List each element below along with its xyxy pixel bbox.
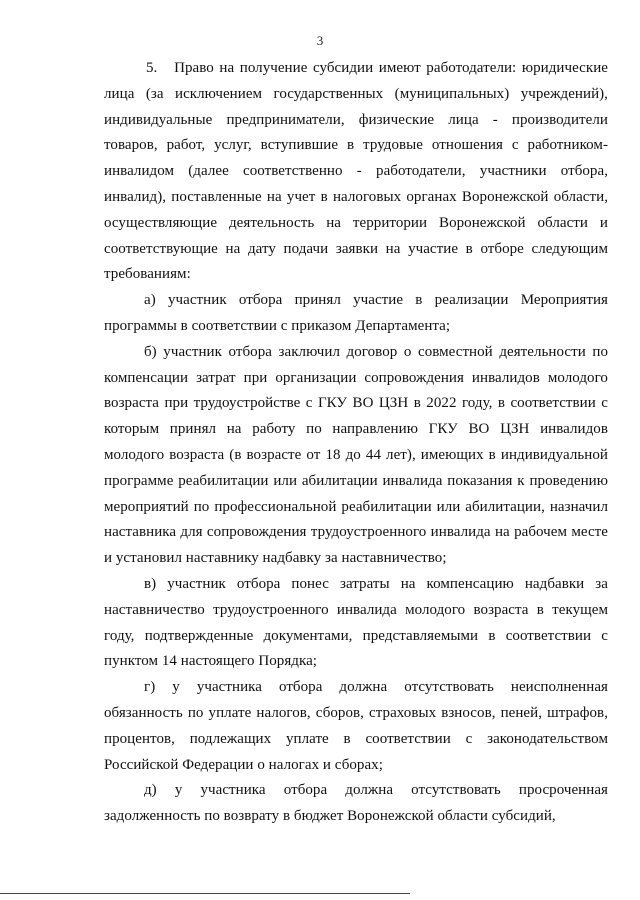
footer-rule	[0, 893, 410, 894]
paragraph-item-a: а) участник отбора принял участие в реализации Мероприятия программы в соответствии с приказом Департамента;	[104, 292, 608, 334]
page-number: 3	[316, 33, 324, 48]
paragraph-5: 5. Право на получение субсидии имеют работодатели: юридические лица (за исключением государственных (муниципальных) учреждений), индивидуальные предприниматели, физические лица - производители товаров, работ, услуг, вступившие в трудовые отношения с работником-инвалидом (далее соответственно - работодатели, участники отбора, инвалид), поставленные на учет в налоговых органах Воронежской области, осуществляющие деятельность на территории Воронежской области и соответствующие на дату подачи заявки на участие в отборе следующим требованиям:	[104, 60, 608, 283]
paragraph-item-g: г) у участника отбора должна отсутствовать неисполненная обязанность по уплате налогов, сборов, страховых взносов, пеней, штрафов, процентов, подлежащих уплате в соответствии с законодательством Российской Федерации о налогах и сборах;	[104, 679, 608, 773]
paragraph-item-v: в) участник отбора понес затраты на компенсацию надбавки за наставничество трудоустроенного инвалида молодого возраста в текущем году, подтвержденные документами, представляемыми в соответствии с пунктом 14 настоящего Порядка;	[104, 575, 608, 670]
document-body	[104, 56, 608, 830]
paragraph-item-b: б) участник отбора заключил договор о совместной деятельности по компенсации затрат при организации сопровождения инвалидов молодого возраста при трудоустройстве с ГКУ ВО ЦЗН в 2022 году, в соответствии с которым принял на работу по направлению ГКУ ВО ЦЗН инвалидов молодого возраста (в возрасте от 18 до 44 лет), имеющих в индивидуальной программе реабилитации или абилитации инвалида показания к проведению мероприятий по профессиональной реабилитации или абилитации, назначил наставника для сопровождения трудоустроенного инвалида на рабочем месте и установил наставнику надбавку за наставничество;	[104, 343, 608, 567]
paragraph-item-d: д) у участника отбора должна отсутствовать просроченная задолженность по возврату в бюджет Воронежской области субсидий,	[104, 782, 608, 825]
